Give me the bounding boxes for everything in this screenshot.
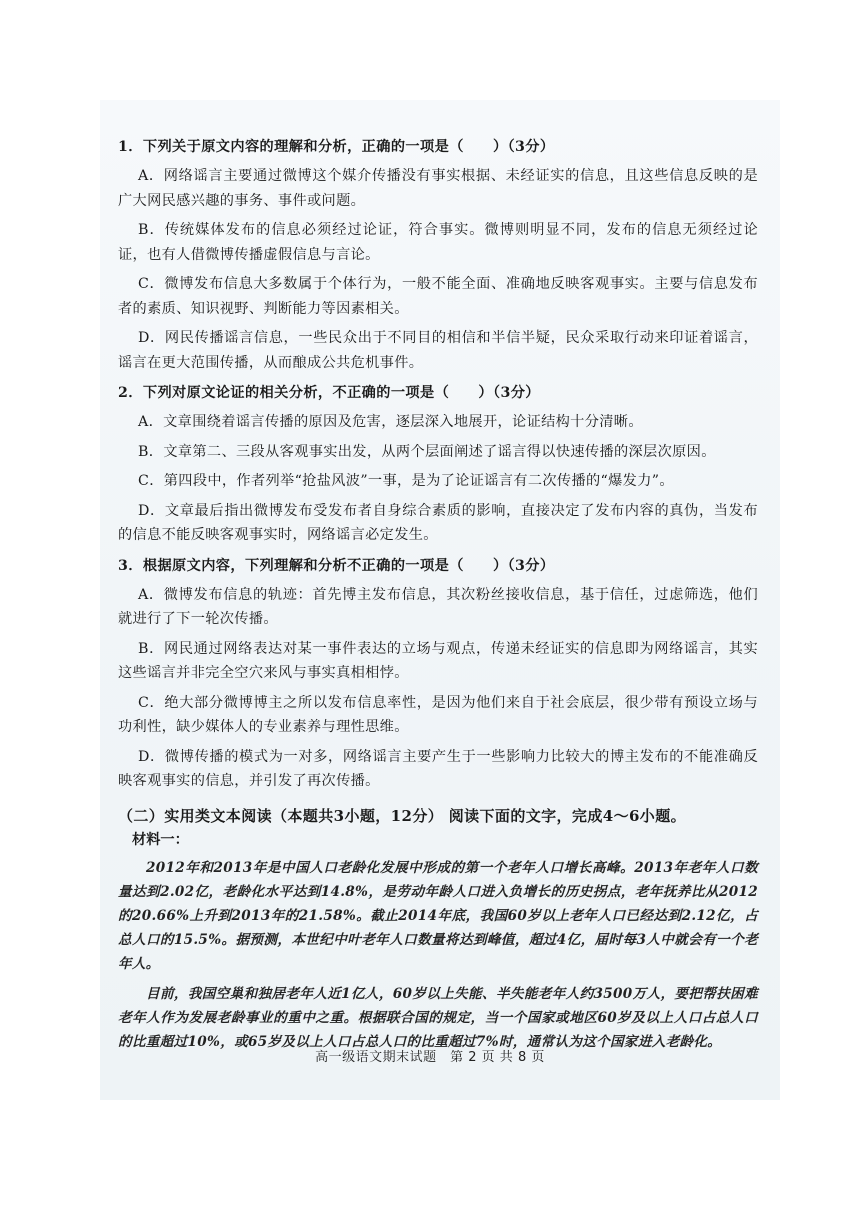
option-b: B．文章第二、三段从客观事实出发，从两个层面阐述了谣言得以快速传播的深层次原因。	[138, 443, 716, 460]
section-heading: （二）实用类文本阅读（本题共3小题，12分） 阅读下面的文字，完成4～6小题。	[118, 806, 687, 825]
question-stem: 3．根据原文内容，下列理解和分析不正确的一项是（ ）（3分）	[118, 557, 555, 574]
option-b: B．传统媒体发布的信息必须经过论证，符合事实。微博则明显不同，发布的信息无须经过论证，也有人借微博传播虚假信息与言论。	[118, 222, 758, 263]
option-c: C．微博发布信息大多数属于个体行为，一般不能全面、准确地反映客观事实。主要与信息发布者的素质、知识视野、判断能力等因素相关。	[118, 276, 758, 317]
option-d: D．微博传播的模式为一对多，网络谣言主要产生于一些影响力比较大的博主发布的不能准确反映客观事实的信息，并引发了再次传播。	[118, 748, 758, 789]
question-1	[118, 134, 758, 375]
question-2	[118, 380, 758, 548]
option-a: A．微博发布信息的轨迹：首先博主发布信息，其次粉丝接收信息，基于信任，过虑筛选，他们就进行了下一轮次传播。	[118, 586, 758, 627]
material-paragraph-1: 2012年和2013年是中国人口老龄化发展中形成的第一个老年人口增长高峰。2013年老年人口数量达到2.02亿，老龄化水平达到14.8%，是劳动年龄人口进入负增长的历史拐点，老年抚养比从2012的20.66%上升到2013年的21.58%。截止2014年底，我国60岁以上老年人口已经达到2.12亿，占总人口的15.5%。据预测，本世纪中叶老年人口数量将达到峰值，超过4亿，届时每3人中就会有一个老年人。	[118, 859, 758, 972]
practical-text-section	[118, 804, 758, 1054]
option-b: B．网民通过网络表达对某一事件表达的立场与观点，传递未经证实的信息即为网络谣言，其实这些谣言并非完全空穴来风与事实真相相悖。	[118, 640, 758, 681]
option-d: D．文章最后指出微博发布受发布者自身综合素质的影响，直接决定了发布内容的真伪，当发布的信息不能反映客观事实时，网络谣言必定发生。	[118, 502, 758, 543]
option-a: A．文章围绕着谣言传播的原因及危害，逐层深入地展开，论证结构十分清晰。	[138, 414, 643, 430]
question-stem: 2．下列对原文论证的相关分析，不正确的一项是（ ）（3分）	[118, 385, 540, 401]
option-c: C．第四段中，作者列举“抢盐风波”一事，是为了论证谣言有二次传播的“爆发力”。	[138, 473, 674, 489]
option-d: D．网民传播谣言信息，一些民众出于不同目的相信和半信半疑，民众采取行动来印证着谣言，谣言在更大范围传播，从而酿成公共危机事件。	[118, 330, 758, 371]
option-a: A．网络谣言主要通过微博这个媒介传播没有事实根据、未经证实的信息，且这些信息反映的是广大网民感兴趣的事务、事件或问题。	[118, 168, 758, 209]
question-stem: 1．下列关于原文内容的理解和分析，正确的一项是（ ）（3分）	[118, 139, 555, 155]
material-paragraph-2: 目前，我国空巢和独居老年人近1亿人，60岁以上失能、半失能老年人约3500万人，要把帮扶困难老年人作为发展老龄事业的重中之重。根据联合国的规定，当一个国家或地区60岁及以上人口占总人口的比重超过10%，或65岁及以上人口占总人口的比重超过7%时，通常认为这个国家进入老龄化。	[118, 985, 758, 1050]
page-footer: 高一级语文期末试题 第 2 页 共 8 页	[315, 1050, 545, 1065]
page-content	[118, 134, 758, 1060]
option-c: C．绝大部分微博博主之所以发布信息率性，是因为他们来自于社会底层，很少带有预设立场与功利性，缺少媒体人的专业素养与理性思维。	[118, 694, 758, 735]
material-label: 材料一：	[132, 831, 189, 848]
question-3	[118, 553, 758, 794]
